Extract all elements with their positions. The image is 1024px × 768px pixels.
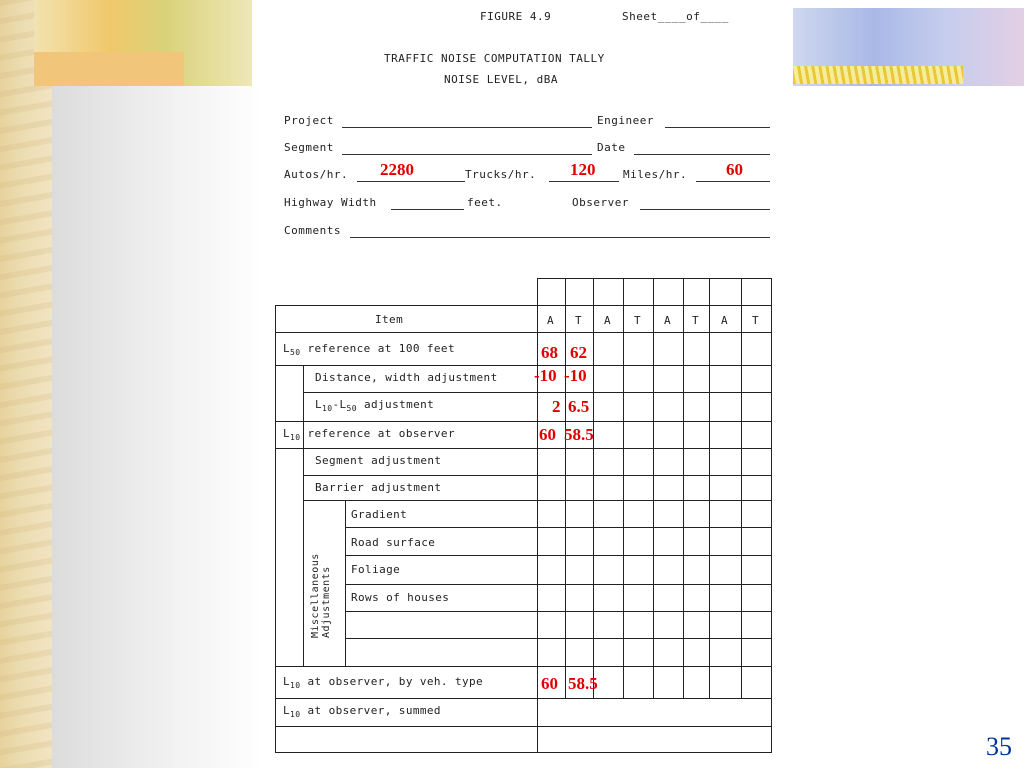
- form-title: TRAFFIC NOISE COMPUTATION TALLY: [384, 52, 605, 65]
- col-header-t4: T: [752, 314, 760, 327]
- col-header-t1: T: [575, 314, 583, 327]
- comments-label: Comments: [284, 224, 341, 237]
- segment-label: Segment: [284, 141, 334, 154]
- parchment-sidebar: [0, 0, 52, 768]
- value-distance-autos: -10: [534, 366, 557, 385]
- comments-line: [350, 237, 770, 238]
- observer-line: [640, 209, 770, 210]
- engineer-line: [665, 127, 770, 128]
- value-by-veh-trucks: 58.5: [568, 674, 598, 693]
- miles-value: 60: [726, 160, 743, 179]
- figure-label: FIGURE 4.9: [480, 10, 552, 23]
- item-header: Item: [375, 313, 404, 326]
- feet-label: feet.: [467, 196, 503, 209]
- row-l10-by-vehicle: $L_{10}$ at observer, by veh. type: [283, 675, 484, 690]
- row-foliage: Foliage: [351, 563, 401, 576]
- col-header-t2: T: [634, 314, 642, 327]
- highway-width-label: Highway Width: [284, 196, 377, 209]
- autos-value: 2280: [380, 160, 414, 179]
- col-header-a4: A: [721, 314, 729, 327]
- date-line: [634, 154, 770, 155]
- value-l10ref-autos: 60: [539, 425, 556, 444]
- autos-line: [357, 181, 465, 182]
- form-subtitle: NOISE LEVEL, dBA: [444, 73, 558, 86]
- row-distance-width: Distance, width adjustment: [315, 371, 498, 384]
- trucks-line: [549, 181, 619, 182]
- miles-line: [696, 181, 770, 182]
- value-l10l50-autos: 2: [552, 397, 561, 416]
- engineer-label: Engineer: [597, 114, 654, 127]
- col-header-a2: A: [604, 314, 612, 327]
- highway-width-line: [391, 209, 464, 210]
- row-l50-reference: $L_{50}$ reference at 100 feet: [283, 342, 455, 357]
- autos-label: Autos/hr.: [284, 168, 349, 181]
- computation-table: [275, 278, 772, 752]
- row-segment-adjustment: Segment adjustment: [315, 454, 442, 467]
- observer-label: Observer: [572, 196, 629, 209]
- decorative-block: [34, 52, 184, 86]
- value-l50-trucks: 62: [570, 343, 587, 362]
- row-barrier-adjustment: Barrier adjustment: [315, 481, 442, 494]
- value-l10l50-trucks: 6.5: [568, 397, 590, 416]
- row-gradient: Gradient: [351, 508, 408, 521]
- row-rows-of-houses: Rows of houses: [351, 591, 450, 604]
- scanned-form: [262, 0, 793, 768]
- slide-page-number: 35: [986, 732, 1012, 761]
- row-road-surface: Road surface: [351, 536, 436, 549]
- col-header-a3: A: [664, 314, 672, 327]
- date-label: Date: [597, 141, 626, 154]
- project-label: Project: [284, 114, 334, 127]
- col-header-a1: A: [547, 314, 555, 327]
- gradient-panel: [52, 86, 262, 768]
- col-header-t3: T: [692, 314, 700, 327]
- value-by-veh-autos: 60: [541, 674, 558, 693]
- decorative-gold-strip: [793, 66, 963, 84]
- misc-adjustments-label: Miscellaneous Adjustments: [310, 553, 332, 638]
- value-l50-autos: 68: [541, 343, 558, 362]
- sheet-label: Sheet____of____: [622, 10, 729, 23]
- value-distance-trucks: -10: [564, 366, 587, 385]
- trucks-value: 120: [570, 160, 596, 179]
- value-l10ref-trucks: 58.5: [564, 425, 594, 444]
- segment-line: [342, 154, 592, 155]
- row-l10-reference: $L_{10}$ reference at observer: [283, 427, 455, 442]
- row-l10-l50-adjustment: $L_{10}-L_{50}$ adjustment: [315, 398, 435, 413]
- miles-label: Miles/hr.: [623, 168, 688, 181]
- trucks-label: Trucks/hr.: [465, 168, 537, 181]
- row-l10-summed: $L_{10}$ at observer, summed: [283, 704, 441, 719]
- project-line: [342, 127, 592, 128]
